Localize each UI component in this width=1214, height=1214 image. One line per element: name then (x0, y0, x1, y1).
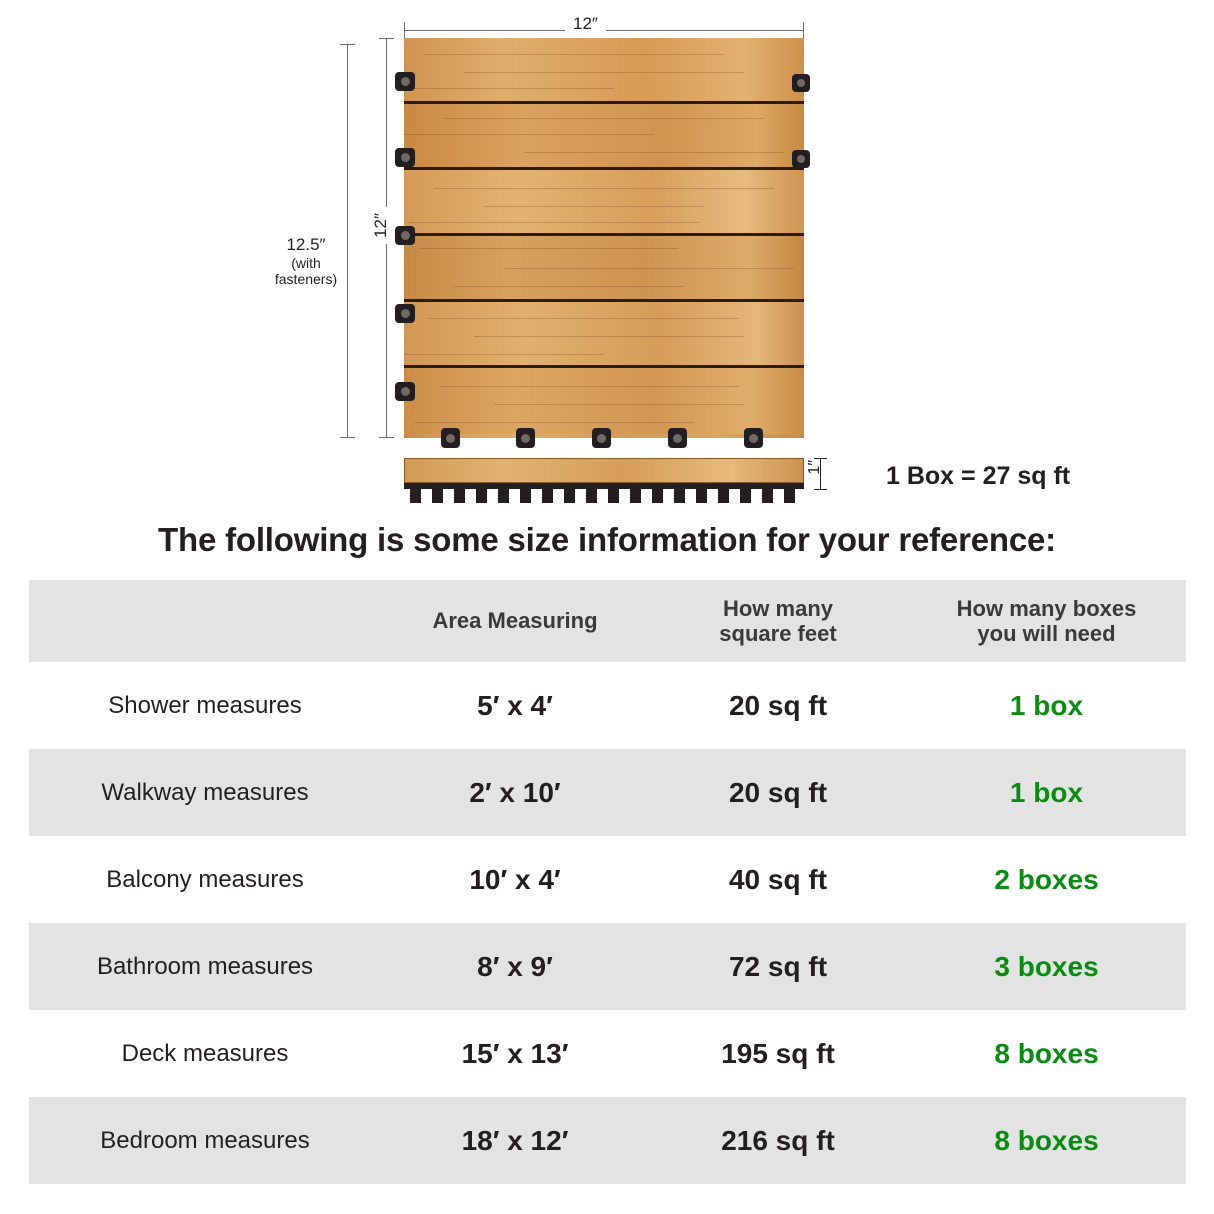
wood-tile-top-view (404, 38, 804, 438)
fastener-clip-icon (395, 148, 415, 167)
table-header-row (29, 580, 1186, 662)
outer-height-dimension-line (347, 44, 348, 438)
row-area: 5′ x 4′ (477, 689, 553, 721)
row-area: 2′ x 10′ (469, 776, 561, 808)
row-boxes: 2 boxes (994, 863, 1099, 895)
row-square-feet: 20 sq ft (728, 776, 828, 808)
outer-height-note: (with fasteners) (274, 254, 338, 287)
outer-height-dimension-label (268, 235, 344, 287)
wood-plank (404, 38, 804, 104)
fastener-clip-icon (395, 72, 415, 91)
fastener-clip-icon (592, 428, 611, 448)
wood-plank (404, 104, 804, 170)
page-title: The following is some size information for your reference: (158, 521, 1056, 558)
header-square-feet (649, 596, 907, 647)
thickness-dimension-label: 1″ (806, 460, 823, 475)
box-coverage-note: 1 Box = 27 sq ft (886, 462, 1071, 490)
table-row (29, 1097, 1186, 1184)
row-label: Bathroom measures (96, 952, 314, 980)
header-area-measuring: Area Measuring (432, 608, 598, 634)
table-row (29, 749, 1186, 836)
fastener-clip-icon (792, 150, 810, 168)
table-row (29, 1010, 1186, 1097)
header-square-feet-line1: How many (722, 595, 834, 621)
row-boxes: 1 box (1009, 776, 1084, 808)
fastener-clip-icon (395, 304, 415, 323)
row-label: Shower measures (108, 691, 302, 719)
inner-height-dimension-label: 12″ (371, 207, 391, 244)
row-label: Deck measures (121, 1039, 289, 1067)
fastener-clip-icon (744, 428, 763, 448)
row-square-feet: 195 sq ft (721, 1037, 835, 1069)
row-boxes: 3 boxes (994, 950, 1099, 982)
row-area: 8′ x 9′ (477, 950, 553, 982)
table-row (29, 662, 1186, 749)
row-boxes: 8 boxes (994, 1124, 1099, 1156)
row-square-feet: 40 sq ft (728, 863, 828, 895)
wood-plank (404, 368, 804, 434)
wood-plank (404, 170, 804, 236)
wood-tile-side-view (404, 458, 804, 503)
fastener-clip-icon (516, 428, 535, 448)
row-boxes: 8 boxes (994, 1037, 1099, 1069)
fastener-clip-icon (668, 428, 687, 448)
header-boxes-line2: you will need (977, 621, 1116, 646)
fastener-clip-icon (792, 74, 810, 92)
wood-plank (404, 302, 804, 368)
row-label: Walkway measures (101, 778, 309, 806)
row-square-feet: 72 sq ft (728, 950, 828, 982)
header-square-feet-line2: square feet (719, 621, 837, 646)
row-boxes: 1 box (1009, 689, 1084, 721)
tile-dimension-diagram (0, 0, 1214, 520)
wood-plank (404, 236, 804, 302)
header-boxes-needed (907, 596, 1186, 647)
row-area: 15′ x 13′ (461, 1037, 569, 1069)
fastener-clip-icon (441, 428, 460, 448)
row-square-feet: 216 sq ft (721, 1124, 835, 1156)
row-area: 18′ x 12′ (461, 1124, 569, 1156)
table-row (29, 836, 1186, 923)
outer-height-value: 12.5″ (286, 235, 326, 254)
row-area: 10′ x 4′ (469, 863, 561, 895)
side-view-wood-surface (404, 458, 804, 483)
fastener-clip-icon (395, 382, 415, 401)
table-row (29, 923, 1186, 1010)
row-square-feet: 20 sq ft (728, 689, 828, 721)
row-label: Balcony measures (106, 865, 304, 893)
header-boxes-line1: How many boxes (956, 595, 1137, 621)
fastener-clip-icon (395, 226, 415, 245)
top-dimension-label: 12″ (565, 14, 606, 34)
size-reference-table (29, 580, 1186, 1184)
row-label: Bedroom measures (100, 1126, 310, 1154)
